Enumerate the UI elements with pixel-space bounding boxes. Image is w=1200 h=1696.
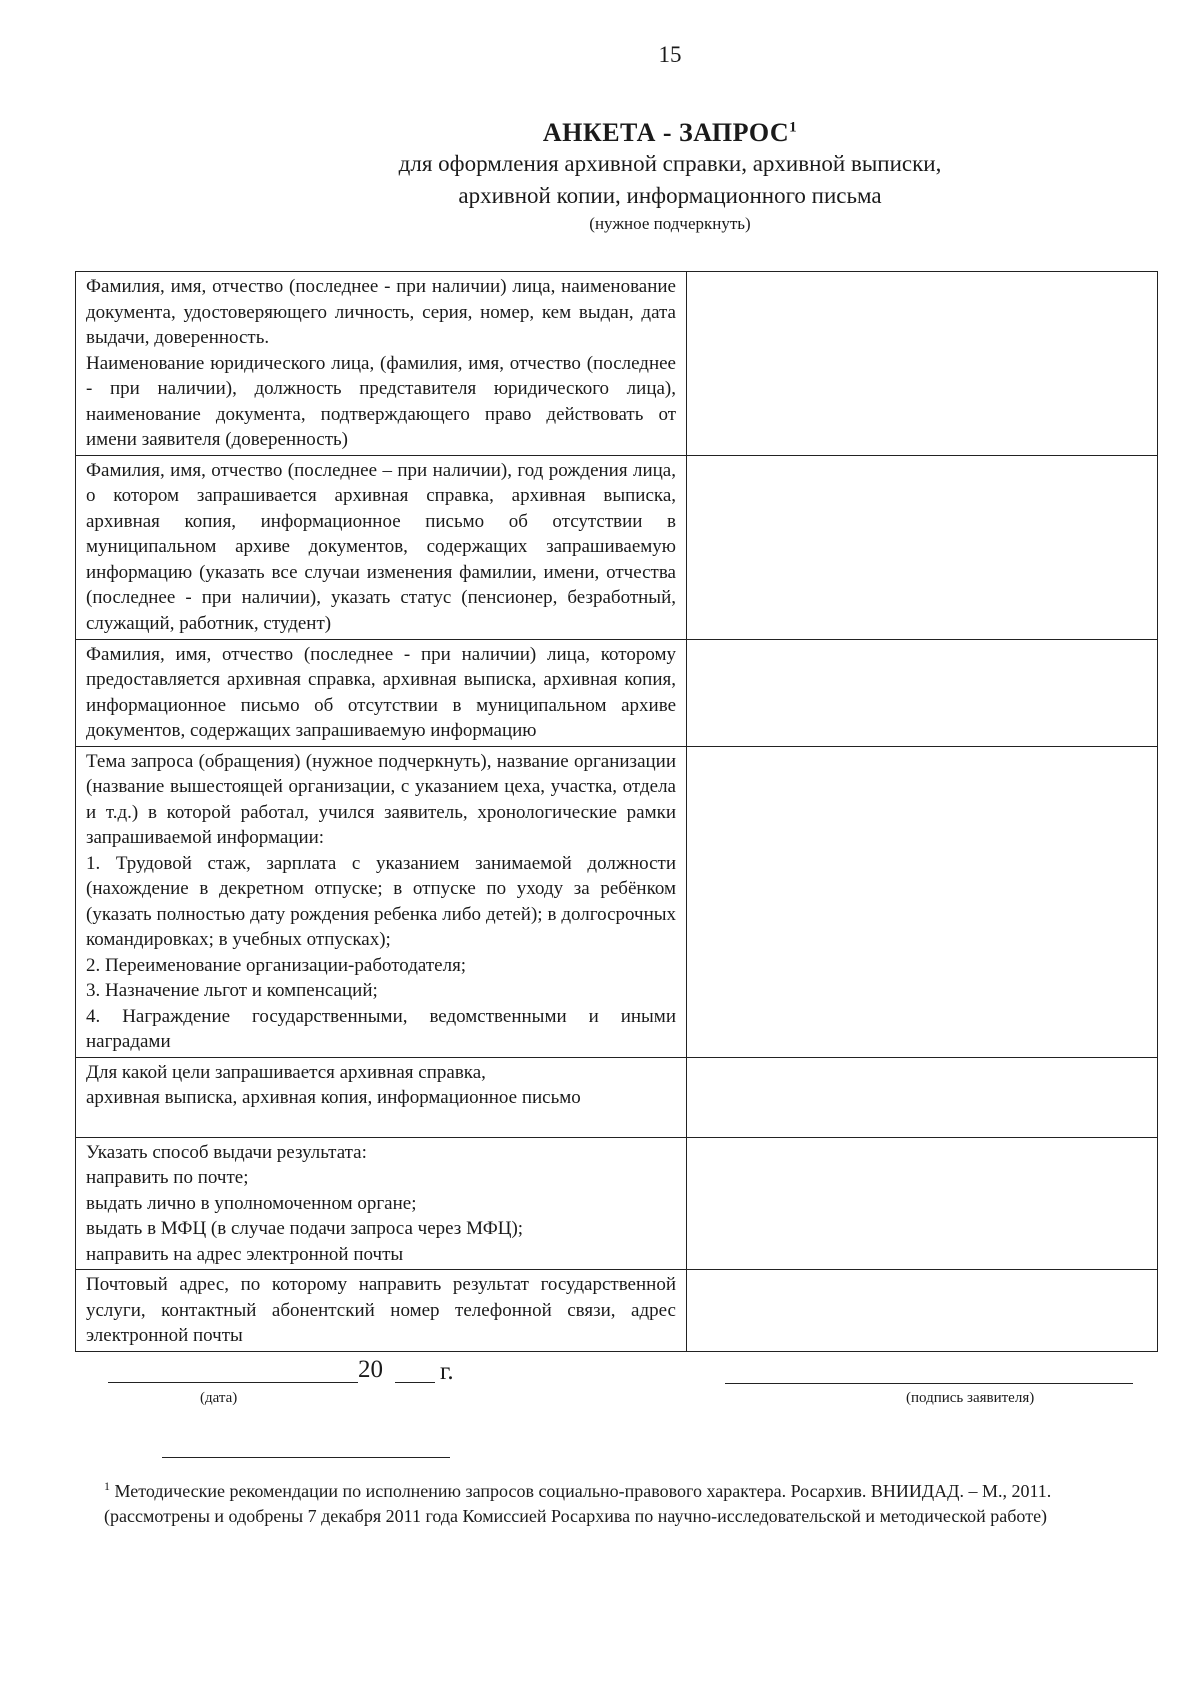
footnote-line-1: $^1$ Методические рекомендации по исполнению запросов социально-правового характера. Росархив. ВНИИДАД. – М., 2011. bbox=[104, 1479, 1052, 1501]
answer-field-topic[interactable] bbox=[687, 746, 1158, 1057]
year-suffix: г. bbox=[440, 1358, 454, 1385]
request-form-table bbox=[75, 271, 1158, 1352]
question-text: Наименование юридического лица, (фамилия, имя, отчество (последнее - при наличии), должность представителя юридического лица), наименование документа, подтверждающего право действовать от имени заявителя (доверенность) bbox=[86, 352, 676, 450]
answer-field-contacts[interactable] bbox=[687, 1270, 1158, 1352]
question-purpose bbox=[76, 1057, 687, 1137]
date-caption: (дата) bbox=[200, 1390, 238, 1406]
subtitle-line-2: архивной копии, информационного письма bbox=[458, 183, 882, 208]
subtitle-note: (нужное подчеркнуть) bbox=[589, 214, 751, 233]
document-title: АНКЕТА - ЗАПРОС$^1$ bbox=[542, 118, 798, 147]
question-delivery-method bbox=[76, 1137, 687, 1270]
question-text: Почтовый адрес, по которому направить результат государственной услуги, контактный абонентский номер телефонной связи, адрес электронной почты bbox=[86, 1274, 676, 1346]
question-text: Фамилия, имя, отчество (последнее – при наличии), год рождения лица, о котором запрашивается архивная справка, архивная выписка, архивная копия, информационное письмо об отсутствии в муниципальном архиве документов, содержащих запрашиваемую информацию (указать все случаи изменения фамилии, имени, отчества (последнее - при наличии), указать статус (пенсионер, безработный, служащий, работник, студент) bbox=[86, 459, 676, 634]
year-input-line[interactable] bbox=[395, 1382, 435, 1383]
title-footnote-mark: 1 bbox=[789, 119, 798, 136]
page-number: 15 bbox=[658, 42, 682, 67]
delivery-option[interactable]: направить на адрес электронной почты bbox=[86, 1243, 404, 1265]
answer-field-subject-person[interactable] bbox=[687, 455, 1158, 639]
footnote-line-2: (рассмотрены и одобрены 7 декабря 2011 года Комиссией Росархива по научно-исследовательской и методической работе) bbox=[104, 1506, 1048, 1526]
question-applicant bbox=[76, 272, 687, 456]
date-input-line[interactable] bbox=[108, 1382, 358, 1383]
question-text: 3. Назначение льгот и компенсаций; bbox=[86, 980, 378, 1001]
footnote bbox=[104, 1474, 1164, 1529]
question-text: Фамилия, имя, отчество (последнее - при наличии) лица, которому предоставляется архивная справка, архивная выписка, архивная копия, информационное письмо об отсутствии в муниципальном архиве документов, содержащих запрашиваемую информацию bbox=[86, 643, 676, 741]
year-prefix: 20 bbox=[358, 1356, 383, 1383]
question-text: 1. Трудовой стаж, зарплата с указанием занимаемой должности (нахождение в декретном отпуске; в отпуске по уходу за ребёнком (указать полностью дату рождения ребенка либо детей); в долгосрочных командировках; в учебных отпусках); bbox=[86, 852, 676, 950]
question-subject-person bbox=[76, 455, 687, 639]
question-recipient bbox=[76, 639, 687, 746]
answer-field-delivery-method[interactable] bbox=[687, 1137, 1158, 1270]
delivery-option[interactable]: выдать в МФЦ (в случае подачи запроса через МФЦ); bbox=[86, 1218, 524, 1239]
question-text: Тема запроса (обращения) (нужное подчеркнуть), название организации (название вышестоящей организации, с указанием цеха, участка, отдела и т.д.) в которой работал, учился заявитель, хронологические рамки запрашиваемой информации: bbox=[86, 750, 676, 848]
answer-field-purpose[interactable] bbox=[687, 1057, 1158, 1137]
form-row-contacts bbox=[76, 1270, 1158, 1352]
question-text: 4. Награждение государственными, ведомственными и иными наградами bbox=[86, 1005, 676, 1052]
question-text: Указать способ выдачи результата: bbox=[86, 1141, 367, 1163]
delivery-option[interactable]: выдать лично в уполномоченном органе; bbox=[86, 1192, 417, 1214]
form-row-purpose bbox=[76, 1057, 1158, 1137]
answer-field-recipient[interactable] bbox=[687, 639, 1158, 746]
form-row-recipient bbox=[76, 639, 1158, 746]
footnote-rule bbox=[162, 1457, 450, 1458]
answer-field-applicant[interactable] bbox=[687, 272, 1158, 456]
form-row-delivery-method bbox=[76, 1137, 1158, 1270]
delivery-option[interactable]: направить по почте; bbox=[86, 1167, 249, 1188]
question-contacts bbox=[76, 1270, 687, 1352]
question-topic bbox=[76, 746, 687, 1057]
form-row-subject-person bbox=[76, 455, 1158, 639]
title-block bbox=[0, 118, 1200, 234]
question-text: Для какой цели запрашивается архивная справка, bbox=[86, 1061, 486, 1083]
question-text: Фамилия, имя, отчество (последнее - при наличии) лица, наименование документа, удостоверяющего личность, серия, номер, кем выдан, дата выдачи, доверенность. bbox=[86, 276, 676, 348]
question-text: архивная выписка, архивная копия, информационное письмо bbox=[86, 1087, 581, 1108]
question-text: 2. Переименование организации-работодателя; bbox=[86, 954, 467, 976]
form-row-topic bbox=[76, 746, 1158, 1057]
footnote-mark: 1 bbox=[104, 1479, 110, 1493]
signature-line[interactable] bbox=[725, 1383, 1133, 1384]
subtitle-line-1: для оформления архивной справки, архивной выписки, bbox=[398, 151, 942, 176]
signature-caption: (подпись заявителя) bbox=[906, 1390, 1035, 1406]
signature-row bbox=[0, 1356, 1200, 1416]
form-row-applicant bbox=[76, 272, 1158, 456]
